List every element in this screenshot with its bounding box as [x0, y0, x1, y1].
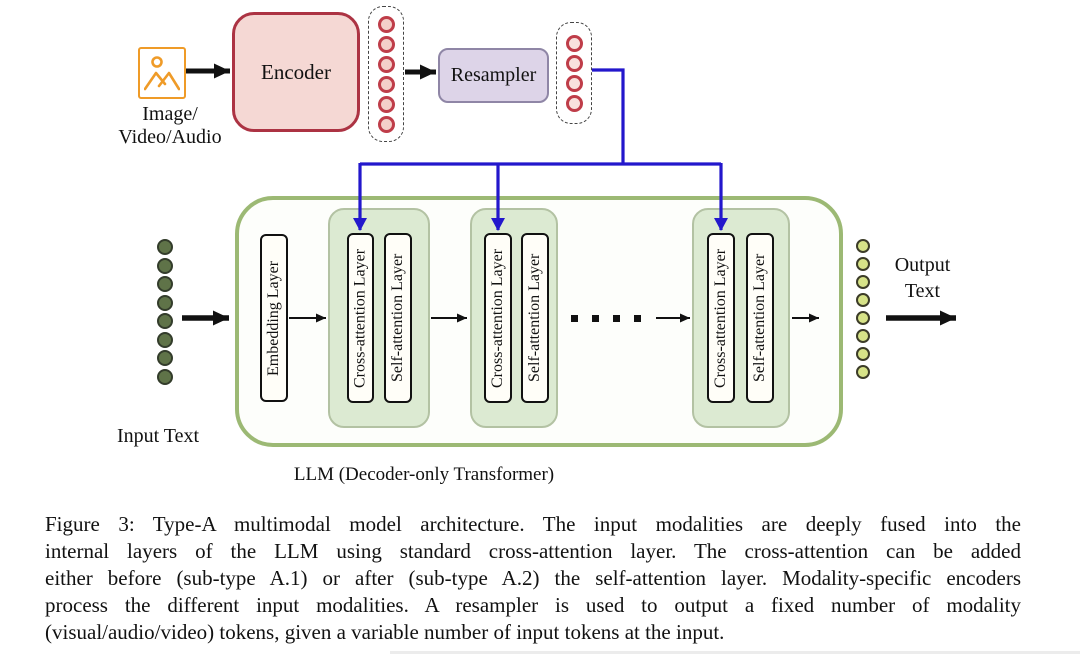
resampled-token — [566, 95, 583, 112]
output-text-label-line1: Output — [894, 254, 951, 276]
input-text-label: Input Text — [116, 425, 200, 447]
ellipsis-dot — [634, 315, 641, 322]
self-attention-layer-3: Self-attention Layer — [746, 233, 774, 403]
output-text-token — [856, 275, 870, 289]
blue-feed-line — [592, 70, 623, 165]
input-text-token — [157, 295, 173, 311]
output-text-token — [856, 329, 870, 343]
output-text-token — [856, 347, 870, 361]
caption-line-1: Figure 3: Type-A multimodal model architecture. The input modalities are deeply fused into the — [45, 512, 1021, 536]
ellipsis-dot — [571, 315, 578, 322]
resampler-box — [438, 48, 549, 103]
resampler-label: Resampler — [450, 64, 537, 86]
input-text-token — [157, 313, 173, 329]
output-text-label-line2: Text — [904, 280, 941, 302]
modality-source-label — [100, 103, 240, 149]
modality-token — [378, 36, 395, 53]
output-text-token — [856, 257, 870, 271]
input-text-token — [157, 369, 173, 385]
caption-line-3: either before (sub-type A.1) or after (sub-type A.2) the self-attention layer. Modality-specific encoders — [45, 566, 1021, 590]
input-text-token — [157, 350, 173, 366]
embedding-layer-box: Embedding Layer — [260, 234, 288, 402]
ellipsis-dots — [571, 315, 641, 322]
input-text-token — [157, 276, 173, 292]
modality-source-label-line1: Image/ — [142, 103, 198, 125]
output-text-label — [885, 252, 960, 304]
ellipsis-dot — [613, 315, 620, 322]
picture-icon — [144, 53, 180, 93]
output-token-column — [856, 239, 870, 379]
input-text-token — [157, 332, 173, 348]
cross-attention-layer-2: Cross-attention Layer — [484, 233, 512, 403]
modality-token — [378, 16, 395, 33]
caption-line-5: (visual/audio/video) tokens, given a variable number of input tokens at the input. — [45, 620, 725, 644]
caption-line-2: internal layers of the LLM using standard cross-attention layer. The cross-attention can be added — [45, 539, 1021, 563]
page-edge-artifact — [390, 651, 1080, 654]
resampled-token — [566, 75, 583, 92]
ellipsis-dot — [592, 315, 599, 322]
llm-label: LLM (Decoder-only Transformer) — [293, 464, 555, 485]
resampled-token — [566, 35, 583, 52]
modality-source-label-line2: Video/Audio — [118, 126, 222, 148]
cross-attention-layer-3: Cross-attention Layer — [707, 233, 735, 403]
modality-token — [378, 116, 395, 133]
output-text-token — [856, 365, 870, 379]
input-token-column — [157, 239, 173, 385]
cross-attention-layer-1: Cross-attention Layer — [347, 233, 374, 403]
modality-token — [378, 96, 395, 113]
encoder-box — [232, 12, 360, 132]
input-text-token — [157, 258, 173, 274]
modality-token — [378, 56, 395, 73]
self-attention-layer-1: Self-attention Layer — [384, 233, 412, 403]
output-text-token — [856, 311, 870, 325]
resampler-token-column — [556, 22, 592, 124]
input-text-token — [157, 239, 173, 255]
image-video-audio-icon — [138, 47, 186, 99]
output-text-token — [856, 239, 870, 253]
modality-token — [378, 76, 395, 93]
resampled-token — [566, 55, 583, 72]
encoder-label: Encoder — [261, 59, 331, 84]
output-text-token — [856, 293, 870, 307]
encoder-token-column — [368, 6, 404, 142]
caption-line-4: process the different input modalities. A resampler is used to output a fixed number of modality — [45, 593, 1021, 617]
self-attention-layer-2: Self-attention Layer — [521, 233, 549, 403]
figure-caption — [45, 511, 1021, 646]
attention-block-1 — [328, 208, 430, 428]
